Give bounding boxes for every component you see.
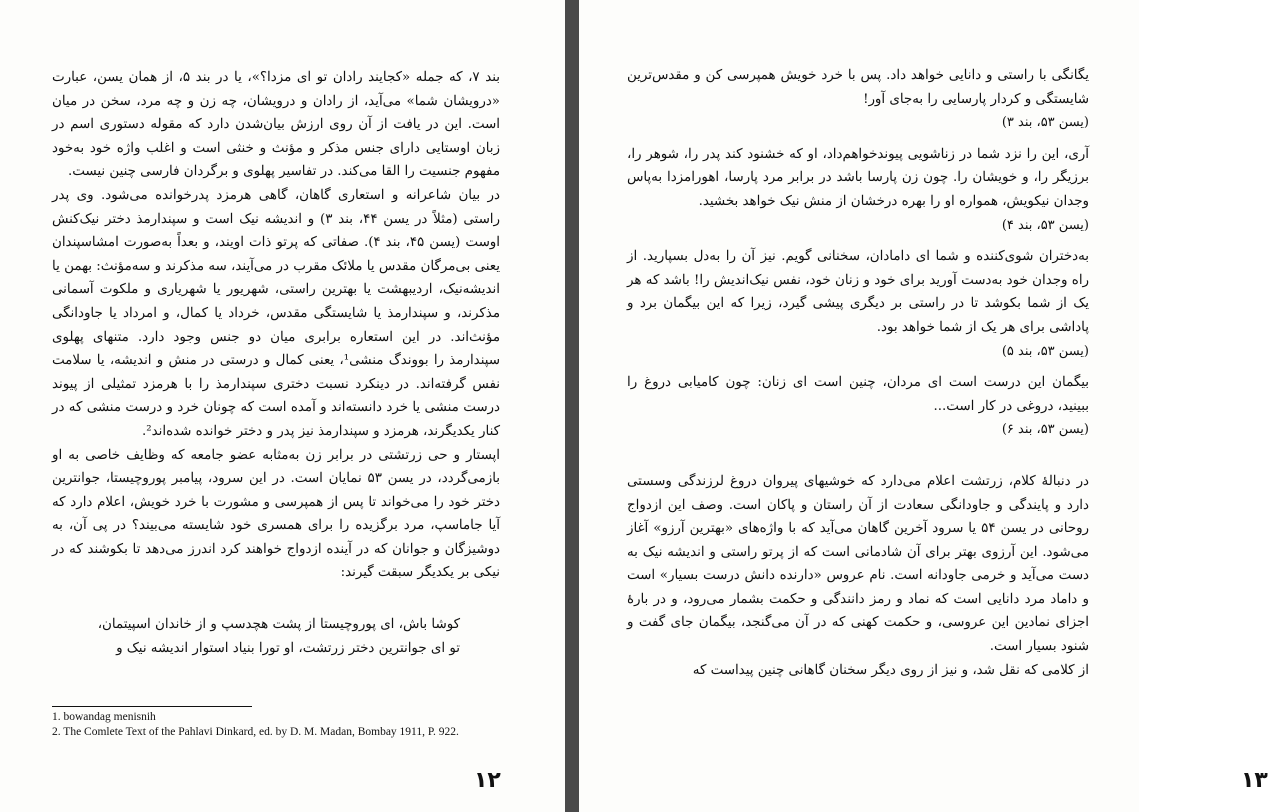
- poem-line-1: کوشا باش، ای پوروچیستا از پشت هچدسپ و از خاندان اسپیتمان،: [97, 617, 460, 633]
- left-paragraph-3: اپستار و حی زرتشتی در برابر زن به‌مثابه عضو جامعه که وظایف خاصی به او بازمی‌گردد، در یسن ۵۳ نمایان است. در این سرود، پیامبر پوروچیستا، جوانترین دختر خود را می‌خواند تا پس از همپرسی و مشورت با خرد خویش، اعلام دارد که آیا جاماسپ، مرد برگزیده را برای همسری خود شایسته می‌بیند؟ در پی آن، به دوشیزگان و جوانان که در آینده ازدواج خواهند کرد اندرز می‌دهد تا بکوشند که در نیکی بر یکدیگر سبقت گیرند:: [52, 447, 500, 581]
- footnote-2: 2. The Comlete Text of the Pahlavi Dinkard, ed. by D. M. Madan, Bombay 1911, P. 922.: [52, 726, 459, 738]
- footnotes: [52, 710, 512, 740]
- verse-block: بیگمان این درست است ای مردان، چنین است ای زنان: چون کامیابی دروغ را ببینید، دروغی در کار است...: [627, 375, 1089, 414]
- left-page-body: [52, 66, 500, 660]
- left-paragraph-1: بند ۷، که جمله «کجایند رادان تو ای مزدا؟»، یا در بند ۵، از همان یسن، عبارت «درویشان شما» می‌آید، از رادان و درویشان، چه زن و چه مرد، سخن در میان است. این در یافت از آن روی ارزش بیان‌شدن دارد که مقوله دستوری اسم در زبان اوستایی دارای جنس مذکر و مؤنث و خنثی است و اغلب واژه خود به‌خود مفهوم جنسیت را القا می‌کند. در تفاسیر پهلوی و برگردان فارسی چنین نیست.: [52, 70, 500, 180]
- page-number-right: ۱۳: [1241, 768, 1268, 793]
- verse-citation: (یسن ۵۳، بند ۶): [1001, 422, 1089, 438]
- prose-paragraph: در دنبالهٔ کلام، زرتشت اعلام می‌دارد که خوشیهای پیروان دروغ لرزندگی وسستی دارد و پایندگی و جاودانگی سعادت از آن راستان و پاکان است. وصف این ازدواج روحانی در یسن ۵۴ یا سرود آخرین گاهان می‌آید که با واژه‌های «بهترین آرزو» آغاز می‌شود. این آرزوی بهتر برای آن شادمانی است که از پرتو راستی و اندیشه نیک به دست می‌آید و خرمی جاودانه است. نام عروس «دارنده دانش درست بسیار» است و داماد مرد دانایی است که نماد و رمز دانندگی و حکمت بشمار می‌رود، و در بارهٔ اجزای نمادین این عروسی، و حکمت کهنی که در آن می‌گنجد، بیگمان جای گفت و شنود بسیار است.: [627, 473, 1090, 655]
- verse-citation: (یسن ۵۳، بند ۴): [1001, 217, 1089, 233]
- right-page-body: [627, 64, 1089, 682]
- footnote-divider: [52, 706, 252, 707]
- prose-paragraph: از کلامی که نقل شد، و نیز از روی دیگر سخنان گاهانی چنین پیداست که: [692, 662, 1089, 678]
- footnote-1: 1. bowandag menisnih: [52, 711, 156, 723]
- verse-citation: (یسن ۵۳، بند ۵): [1001, 343, 1089, 359]
- page-number-left: ۱۲: [474, 768, 501, 793]
- verse-citation: (یسن ۵۳، بند ۳): [1001, 115, 1089, 131]
- poem-line-2: تو ای جوانترین دختر زرتشت، او تورا بنیاد استوار اندیشه نیک و: [116, 640, 460, 656]
- verse-block: یگانگی با راستی و دانایی خواهد داد. پس با خرد خویش همپرسی کن و مقدس‌ترین شایستگی و کردار پارسایی را به‌جای آور!: [627, 68, 1089, 107]
- book-spine: [565, 0, 579, 812]
- verse-block: به‌دختران شوی‌کننده و شما ای دامادان، سخنانی گویم. نیز آن را به‌دل بسپارید. از راه وجدان خود به‌دست آورید برای خود و زنان خود، نفس نیک‌اندیش را! باشد که هر یک از شما بکوشد تا در راستی بر دیگری پیشی گیرد، زیرا که این بیگمان برد و پاداشی برای هر یک از شما خواهد بود.: [627, 249, 1089, 335]
- verse-block: آری، این را نزد شما در زناشویی پیوندخواهم‌داد، او که خشنود کند پدر را، شوهر را، برزیگر را، و خویشان را. چون زن پارسا باشد در برابر مرد پارسا، اهورامزدا به‌پاس وجدان نیکویش، همواره او را بهره درخشان از منش نیک خواهد بخشید.: [627, 146, 1089, 209]
- left-paragraph-2: در بیان شاعرانه و استعاری گاهان، گاهی هرمزد پدرخوانده می‌شود. وی پدر راستی (مثلاً در یسن ۴۴، بند ۳) و اندیشه نیک است و سپندارمذ دختر نیک‌کنش اوست (یسن ۴۵، بند ۴). صفاتی که پرتو ذات اویند، و بعداً به‌صورت امشاسپندان یعنی بی‌مرگان مقدس یا ملائک مقرب در می‌آیند، سه مذکرند و سه‌مؤنث: بهمن یا اندیشه‌نیک، اردیبهشت یا بهترین راستی، شهریور یا شهریاری و ملکوت آسمانی مذکرند، و سپندارمذ یا شایستگی مقدس، خرداد یا کمال، و امرداد یا جاودانگی مؤنث‌اند. در این استعاره برابری میان دو جنس وجود دارد. متنهای پهلوی سپندارمذ را بووندگ منشی¹، یعنی کمال و درستی در منش و اندیشه، یا سلامت نفس گرفته‌اند. در دینکرد نسبت دختری سپندارمذ را با هرمزد تمثیلی از پیوند درست منشی یا خرد دانسته‌اند و آمده است که چونان خرد و درست منشی که در کنار یکدیگرند، هرمزد و سپندارمذ نیز پدر و دختر خوانده شده‌اند².: [52, 187, 500, 439]
- right-page: [579, 0, 1268, 812]
- left-page: [0, 0, 565, 812]
